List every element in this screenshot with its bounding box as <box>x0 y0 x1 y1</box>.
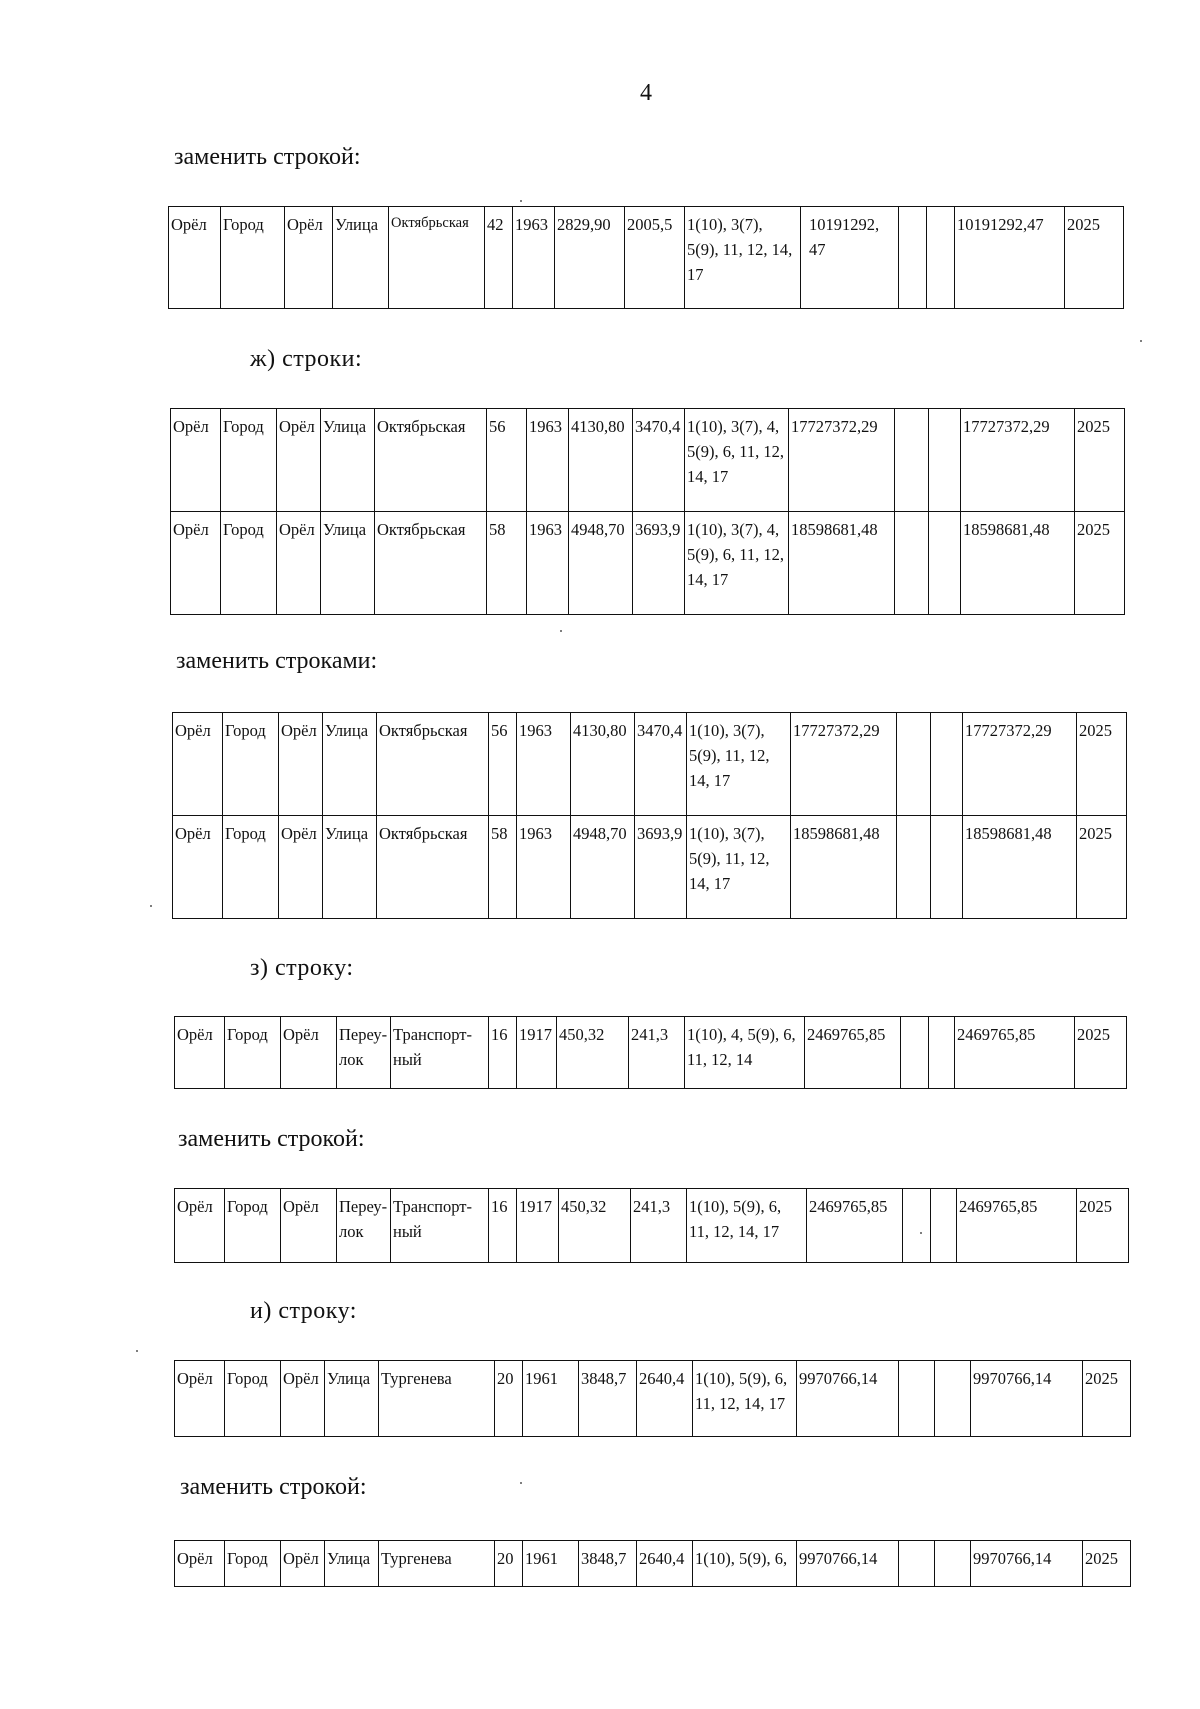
cell-house: 56 <box>487 409 527 512</box>
cell-settlement-type: Город <box>225 1541 281 1587</box>
cell-street-type: Улица <box>321 409 375 512</box>
record-table <box>174 1016 1127 1089</box>
cell-settlement: Орёл <box>279 713 323 816</box>
cell-street-type: Улица <box>323 816 377 919</box>
table-row <box>175 1541 1131 1587</box>
cell-street-type: Переу- лок <box>337 1189 391 1263</box>
cell-empty <box>897 713 931 816</box>
cell-empty <box>897 816 931 919</box>
cell-street: Транспорт- ный <box>391 1189 489 1263</box>
cell-house: 56 <box>489 713 517 816</box>
cell-street-type: Улица <box>325 1541 379 1587</box>
cell-municipality: Орёл <box>175 1017 225 1089</box>
cell-settlement: Орёл <box>281 1189 337 1263</box>
cell-empty <box>931 1189 957 1263</box>
cell-settlement-type: Город <box>225 1017 281 1089</box>
cell-cost: 2469765,85 <box>807 1189 903 1263</box>
cell-empty <box>931 816 963 919</box>
cell-settlement: Орёл <box>281 1361 325 1437</box>
page-number: 4 <box>640 80 652 106</box>
record-table <box>172 712 1127 919</box>
table-row <box>173 713 1127 816</box>
table-row <box>169 207 1124 309</box>
cell-total-area: 3848,7 <box>579 1361 637 1437</box>
cell-year: 1963 <box>513 207 555 309</box>
scan-speck <box>136 1350 138 1352</box>
cell-empty <box>935 1541 971 1587</box>
cell-cost: 18598681,48 <box>791 816 897 919</box>
cell-street: Тургенева <box>379 1541 495 1587</box>
cell-plan-year: 2025 <box>1077 816 1127 919</box>
cell-street: Октябрьская <box>377 713 489 816</box>
cell-settlement-type: Город <box>225 1189 281 1263</box>
cell-work-types: 1(10), 3(7), 4, 5(9), 6, 11, 12, 14, 17 <box>685 512 789 615</box>
scan-speck <box>150 905 152 907</box>
cell-empty <box>929 512 961 615</box>
cell-settlement-type: Город <box>223 713 279 816</box>
cell-work-types: 1(10), 3(7), 5(9), 11, 12, 14, 17 <box>685 207 801 309</box>
cell-cost: 18598681,48 <box>789 512 895 615</box>
table-row <box>173 816 1127 919</box>
cell-municipality: Орёл <box>169 207 221 309</box>
cell-empty <box>895 409 929 512</box>
cell-total-area: 4130,80 <box>571 713 635 816</box>
scan-speck <box>520 1482 522 1484</box>
cell-year: 1963 <box>527 409 569 512</box>
section-caption: заменить строкой: <box>180 1474 367 1500</box>
table-row <box>171 409 1125 512</box>
cell-living-area: 2005,5 <box>625 207 685 309</box>
cell-total-area: 4130,80 <box>569 409 633 512</box>
cell-settlement: Орёл <box>281 1017 337 1089</box>
cell-street: Октябрьская <box>375 409 487 512</box>
cell-living-area: 3693,9 <box>633 512 685 615</box>
cell-total: 2469765,85 <box>955 1017 1075 1089</box>
cell-total: 9970766,14 <box>971 1361 1083 1437</box>
cell-work-types: 1(10), 5(9), 6, <box>693 1541 797 1587</box>
cell-living-area: 3693,9 <box>635 816 687 919</box>
cell-year: 1917 <box>517 1189 559 1263</box>
cell-street-type: Улица <box>321 512 375 615</box>
cell-year: 1961 <box>523 1361 579 1437</box>
cell-cost: 17727372,29 <box>791 713 897 816</box>
table-row <box>175 1189 1129 1263</box>
cell-street: Тургенева <box>379 1361 495 1437</box>
cell-empty <box>935 1361 971 1437</box>
cell-empty <box>929 409 961 512</box>
record-table <box>168 206 1124 309</box>
cell-total-area: 4948,70 <box>571 816 635 919</box>
cell-work-types: 1(10), 3(7), 5(9), 11, 12, 14, 17 <box>687 816 791 919</box>
cell-living-area: 3470,4 <box>633 409 685 512</box>
cell-empty <box>899 207 927 309</box>
cell-empty <box>929 1017 955 1089</box>
cell-total: 9970766,14 <box>971 1541 1083 1587</box>
cell-plan-year: 2025 <box>1075 1017 1127 1089</box>
cell-plan-year: 2025 <box>1083 1541 1131 1587</box>
cell-street: Октябрьская <box>377 816 489 919</box>
cell-settlement: Орёл <box>277 409 321 512</box>
cell-settlement-type: Город <box>223 816 279 919</box>
cell-street: Октябрьская <box>389 207 485 309</box>
cell-plan-year: 2025 <box>1083 1361 1131 1437</box>
record-table <box>170 408 1125 615</box>
cell-settlement: Орёл <box>285 207 333 309</box>
cell-year: 1963 <box>527 512 569 615</box>
cell-year: 1963 <box>517 816 571 919</box>
record-table <box>174 1188 1129 1263</box>
scan-speck <box>520 200 522 202</box>
cell-total: 2469765,85 <box>957 1189 1077 1263</box>
cell-cost: 2469765,85 <box>805 1017 901 1089</box>
cell-settlement-type: Город <box>221 207 285 309</box>
cell-total-area: 2829,90 <box>555 207 625 309</box>
cell-living-area: 241,3 <box>629 1017 685 1089</box>
cell-street-type: Улица <box>323 713 377 816</box>
cell-house: 20 <box>495 1541 523 1587</box>
record-table <box>174 1360 1131 1437</box>
cell-living-area: 2640,4 <box>637 1361 693 1437</box>
cell-house: 42 <box>485 207 513 309</box>
cell-house: 58 <box>487 512 527 615</box>
cell-house: 20 <box>495 1361 523 1437</box>
cell-settlement: Орёл <box>281 1541 325 1587</box>
section-caption: заменить строкой: <box>178 1126 365 1152</box>
cell-empty <box>903 1189 931 1263</box>
cell-settlement-type: Город <box>221 512 277 615</box>
table-row <box>171 512 1125 615</box>
cell-street-type: Улица <box>333 207 389 309</box>
table-row <box>175 1017 1127 1089</box>
cell-work-types: 1(10), 4, 5(9), 6, 11, 12, 14 <box>685 1017 805 1089</box>
table-row <box>175 1361 1131 1437</box>
cell-total: 18598681,48 <box>961 512 1075 615</box>
section-caption: ж) строки: <box>250 346 363 372</box>
cell-settlement: Орёл <box>279 816 323 919</box>
cell-house: 16 <box>489 1189 517 1263</box>
cell-empty <box>895 512 929 615</box>
cell-house: 16 <box>489 1017 517 1089</box>
cell-municipality: Орёл <box>173 816 223 919</box>
section-caption: з) строку: <box>250 955 354 981</box>
scan-speck <box>1140 340 1142 342</box>
cell-cost: 10191292, 47 <box>801 207 899 309</box>
record-table <box>174 1540 1131 1587</box>
cell-plan-year: 2025 <box>1077 1189 1129 1263</box>
cell-municipality: Орёл <box>171 409 221 512</box>
cell-total: 10191292,47 <box>955 207 1065 309</box>
cell-total-area: 3848,7 <box>579 1541 637 1587</box>
cell-living-area: 241,3 <box>631 1189 687 1263</box>
cell-plan-year: 2025 <box>1075 512 1125 615</box>
section-caption: и) строку: <box>250 1298 357 1324</box>
cell-empty <box>901 1017 929 1089</box>
cell-year: 1917 <box>517 1017 557 1089</box>
cell-plan-year: 2025 <box>1075 409 1125 512</box>
cell-year: 1961 <box>523 1541 579 1587</box>
scan-speck <box>920 1232 922 1234</box>
section-caption: заменить строкой: <box>174 144 361 170</box>
cell-municipality: Орёл <box>175 1361 225 1437</box>
cell-total: 17727372,29 <box>961 409 1075 512</box>
cell-house: 58 <box>489 816 517 919</box>
cell-living-area: 2640,4 <box>637 1541 693 1587</box>
cell-plan-year: 2025 <box>1077 713 1127 816</box>
cell-total: 17727372,29 <box>963 713 1077 816</box>
cell-year: 1963 <box>517 713 571 816</box>
section-caption: заменить строками: <box>176 648 378 674</box>
cell-street-type: Переу- лок <box>337 1017 391 1089</box>
cell-empty <box>899 1361 935 1437</box>
cell-total-area: 450,32 <box>559 1189 631 1263</box>
cell-empty <box>931 713 963 816</box>
cell-municipality: Орёл <box>171 512 221 615</box>
cell-empty <box>927 207 955 309</box>
cell-total-area: 450,32 <box>557 1017 629 1089</box>
cell-settlement: Орёл <box>277 512 321 615</box>
cell-cost: 9970766,14 <box>797 1541 899 1587</box>
cell-work-types: 1(10), 5(9), 6, 11, 12, 14, 17 <box>687 1189 807 1263</box>
cell-street: Транспорт- ный <box>391 1017 489 1089</box>
cell-empty <box>899 1541 935 1587</box>
cell-street: Октябрьская <box>375 512 487 615</box>
cell-municipality: Орёл <box>175 1541 225 1587</box>
cell-street-type: Улица <box>325 1361 379 1437</box>
cell-cost: 17727372,29 <box>789 409 895 512</box>
cell-work-types: 1(10), 5(9), 6, 11, 12, 14, 17 <box>693 1361 797 1437</box>
cell-settlement-type: Город <box>221 409 277 512</box>
cell-work-types: 1(10), 3(7), 4, 5(9), 6, 11, 12, 14, 17 <box>685 409 789 512</box>
scan-speck <box>560 630 562 632</box>
cell-work-types: 1(10), 3(7), 5(9), 11, 12, 14, 17 <box>687 713 791 816</box>
cell-municipality: Орёл <box>173 713 223 816</box>
cell-municipality: Орёл <box>175 1189 225 1263</box>
cell-plan-year: 2025 <box>1065 207 1124 309</box>
cell-settlement-type: Город <box>225 1361 281 1437</box>
cell-living-area: 3470,4 <box>635 713 687 816</box>
cell-total: 18598681,48 <box>963 816 1077 919</box>
cell-cost: 9970766,14 <box>797 1361 899 1437</box>
cell-total-area: 4948,70 <box>569 512 633 615</box>
